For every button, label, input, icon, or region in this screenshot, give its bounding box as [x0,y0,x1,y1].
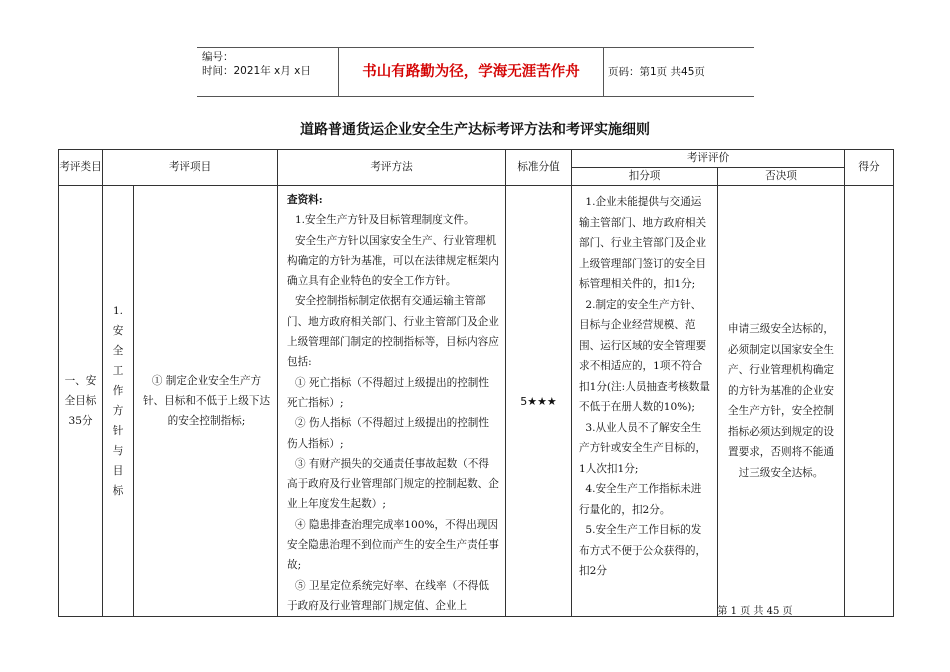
method-line: 1.安全生产方针及目标管理制度文件。 [294,214,475,227]
header-method: 考评方法 [278,150,506,186]
method-line: 查资料: [287,194,323,206]
header-divider [338,48,339,96]
document-title: 道路普通货运企业安全生产达标考评方法和考评实施细则 [300,122,650,138]
method-cell [278,186,506,617]
deduct-line: 4.安全生产工作指标未进行量化的，扣2分。 [579,483,702,516]
category-cell [59,186,103,617]
header-meta [202,48,337,98]
header-item: 考评项目 [103,150,278,186]
header-score: 得分 [845,150,894,186]
item-number-cell [103,186,134,617]
deduct-line: 5.安全生产工作目标的发布方式不便于公众获得的，扣2分 [579,524,707,577]
score-cell [845,186,894,617]
header-slogan: 书山有路勤为径，学海无涯苦作舟 [362,64,580,80]
veto-text: 申请三级安全达标的，必须制定以国家安全生产、行业管理机构确定的方针为基准的企业安全生产方针，安全控制指标必须达到规定的设置要求，否则将不能通过三级安全达标。 [728,323,834,479]
header-number: 编号： [202,51,234,63]
method-line: ① 死亡指标（不得超过上级提出的控制性死亡指标）; [287,376,489,409]
header-page: 页码：第1页 共45页 [608,66,705,78]
header-category: 考评类目 [59,150,103,186]
header-divider [603,48,604,96]
method-line: ⑤ 卫星定位系统完好率、在线率（不得低于政府及行业管理部门规定值、企业上 [287,579,489,612]
standard-score: 5★★★ [506,186,572,617]
deduct-line: 2.制定的安全生产方针、目标与企业经营规模、范围、运行区域的安全管理要求不相适应的，1项不符合扣1分(注:人员抽查考核数量不低于在册人数的10%); [579,298,710,413]
method-line: ③ 有财产损失的交通责任事故起数（不得高于政府及行业管理部门规定的控制起数、企业上年度发生起数）; [287,457,499,511]
method-line: 安全控制指标制定依据有交通运输主管部门、地方政府相关部门、行业主管部门及企业上级管理部门制定的控制指标等，目标内容应包括: [287,295,499,369]
method-line: ② 伤人指标（不得超过上级提出的控制性伤人指标）; [287,417,489,450]
deduct-line: 1.企业未能提供与交通运输主管部门、地方政府相关部门、行业主管部门及企业上级管理部门签订的安全目标管理相关件的，扣1分; [579,196,707,290]
page-footer: 第 1 页 共 45 页 [717,606,793,617]
category-text: 一、安全目标35分 [64,375,97,428]
item-description: ① 制定企业安全生产方针、目标和不低于上级下达的安全控制指标; [134,186,278,617]
veto-cell [718,186,845,617]
item-number-text: 1.安全工作方针与目标 [112,305,124,498]
header-deduct: 扣分项 [572,168,718,186]
header-veto: 否决项 [718,168,845,186]
deduct-cell [572,186,718,617]
evaluation-table [58,149,894,617]
header-standard: 标准分值 [506,150,572,186]
deduct-line: 3.从业人员不了解安全生产方针或安全生产目标的，1人次扣1分; [579,421,707,475]
header-time: 时间：2021年 x月 x日 [202,65,311,77]
method-line: ④ 隐患排查治理完成率100%，不得出现因安全隐患治理不到位而产生的安全生产责任事故; [287,518,499,572]
method-line: 安全生产方针以国家安全生产、行业管理机构确定的方针为基准，可以在法律规定框架内确立具有企业特色的安全工作方针。 [287,234,499,288]
header-evaluation: 考评评价 [572,150,845,168]
